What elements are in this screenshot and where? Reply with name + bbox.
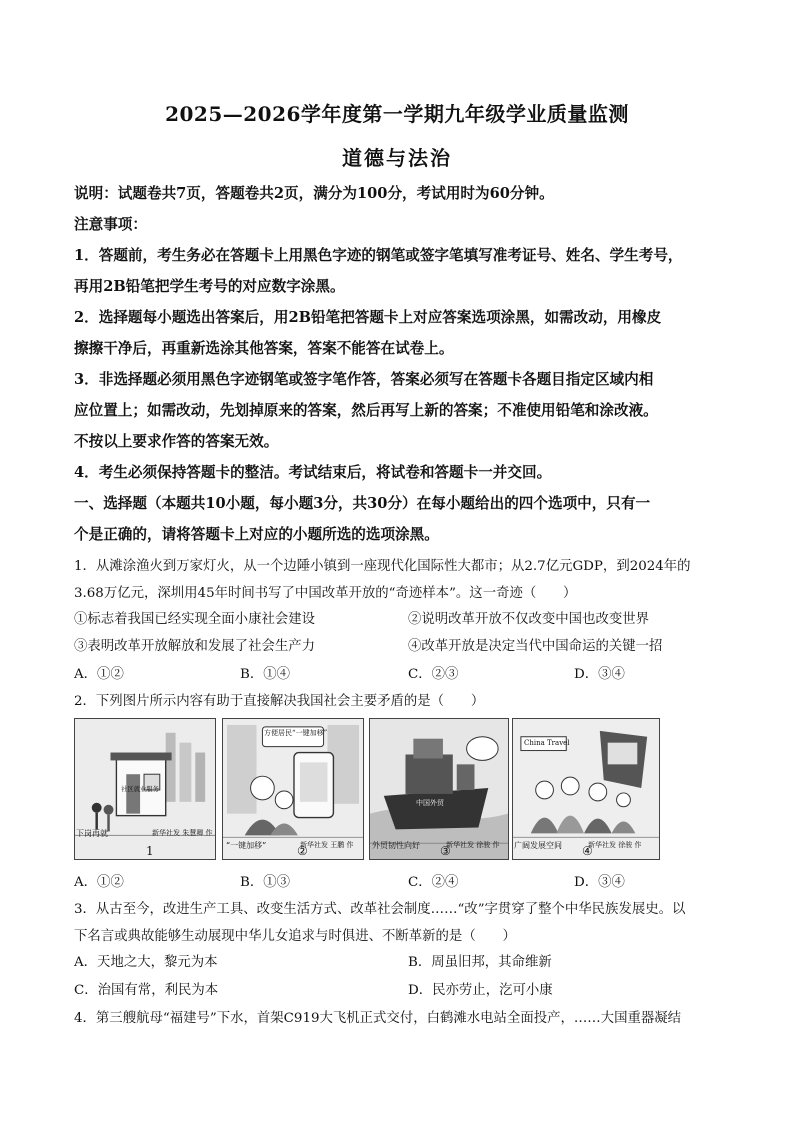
q2-picture-3-caption: 外贸韧性向好 bbox=[372, 841, 420, 850]
q2-stem: 2．下列图片所示内容有助于直接解决我国社会主要矛盾的是（ ） bbox=[74, 694, 485, 709]
q1-option-c[interactable]: C．②③ bbox=[408, 667, 459, 682]
notice-item: 不按以上要求作答的答案无效。 bbox=[74, 433, 279, 450]
q1-statement-4: ④改革开放是决定当代中国命运的关键一招 bbox=[408, 639, 663, 654]
q2-picture-4-number: ④ bbox=[582, 844, 593, 858]
q2-picture-4-sign: China Travel bbox=[524, 739, 570, 747]
q2-picture-1-sign: 社区就业服务 bbox=[121, 785, 159, 793]
notice-heading: 注意事项： bbox=[74, 216, 147, 233]
q2-picture-1-caption: 下岗再就 bbox=[76, 829, 108, 838]
q2-picture-1-credit: 新华社发 朱慧卿 作 bbox=[152, 829, 213, 837]
q1-option-a[interactable]: A．①② bbox=[74, 667, 124, 682]
notice-item: 3．非选择题必须用黑色字迹钢笔或签字笔作答，答案必须写在答题卡各题目指定区域内相 bbox=[74, 371, 654, 388]
q2-option-d[interactable]: D．③④ bbox=[574, 875, 625, 890]
subject-title: 道德与法治 bbox=[342, 146, 452, 170]
notice-item: 1．答题前，考生务必在答题卡上用黑色字迹的钢笔或签字笔填写准考证号、姓名、学生考号， bbox=[74, 247, 683, 264]
q3-option-c[interactable]: C．治国有常，利民为本 bbox=[74, 983, 219, 998]
q3-stem: 3．从古至今，改进生产工具、改变生活方式、改革社会制度……“改”字贯穿了整个中华民族发展史。以 bbox=[74, 902, 686, 917]
q1-stem-cont: 3.68万亿元，深圳用45年时间书写了中国改革开放的“奇迹样本”。这一奇迹（ ） bbox=[74, 586, 577, 601]
notice-item: 擦擦干净后，再重新选涂其他答案，答案不能答在试卷上。 bbox=[74, 340, 454, 357]
q2-picture-3-number: ③ bbox=[440, 844, 451, 858]
q2-picture-3-credit: 新华社发 徐骏 作 bbox=[446, 841, 500, 849]
q2-picture-4-credit: 新华社发 徐骏 作 bbox=[588, 841, 642, 849]
section-heading: 一、选择题（本题共10小题，每小题3分，共30分）在每小题给出的四个选项中，只有一 bbox=[74, 495, 651, 512]
q4-stem: 4．第三艘航母“福建号”下水，首架C919大飞机正式交付，白鹤滩水电站全面投产，……大国重器凝结 bbox=[74, 1011, 682, 1026]
q2-picture-2-credit: 新华社发 王鹏 作 bbox=[300, 841, 354, 849]
q3-option-b[interactable]: B．周虽旧邦，其命维新 bbox=[408, 955, 552, 970]
q3-option-d[interactable]: D．民亦劳止，汔可小康 bbox=[408, 983, 553, 998]
notice-item: 应位置上；如需改动，先划掉原来的答案，然后再写上新的答案；不准使用铅笔和涂改液。 bbox=[74, 402, 658, 419]
q2-picture-2 bbox=[222, 718, 364, 860]
notice-item: 4．考生必须保持答题卡的整洁。考试结束后，将试卷和答题卡一并交回。 bbox=[74, 464, 552, 481]
q2-picture-2-sign: 方便居民“一键加移” bbox=[264, 729, 328, 737]
q3-option-a[interactable]: A．天地之大，黎元为本 bbox=[74, 955, 218, 970]
section-heading-cont: 个是正确的，请将答题卡上对应的小题所选的选项涂黑。 bbox=[74, 526, 439, 543]
q3-stem-cont: 下名言或典故能够生动展现中华儿女追求与时俱进、不断革新的是（ ） bbox=[74, 929, 516, 944]
exam-title: 2025—2026学年度第一学期九年级学业质量监测 bbox=[165, 102, 629, 126]
q2-picture-1-number: 1 bbox=[146, 844, 154, 858]
q2-option-a[interactable]: A．①② bbox=[74, 875, 124, 890]
q2-picture-3 bbox=[369, 718, 509, 860]
q1-statement-1: ①标志着我国已经实现全面小康社会建设 bbox=[74, 612, 316, 627]
instructions-intro: 说明：试题卷共7页，答题卷共2页，满分为100分，考试用时为60分钟。 bbox=[74, 185, 554, 202]
q1-stem: 1．从滩涂渔火到万家灯火，从一个边陲小镇到一座现代化国际性大都市；从2.7亿元GDP，到2024年的 bbox=[74, 559, 691, 574]
q1-option-d[interactable]: D．③④ bbox=[574, 667, 625, 682]
q2-option-c[interactable]: C．②④ bbox=[408, 875, 459, 890]
notice-item: 2．选择题每小题选出答案后，用2B铅笔把答题卡上对应答案选项涂黑，如需改动，用橡皮 bbox=[74, 309, 662, 326]
q1-option-b[interactable]: B．①④ bbox=[240, 667, 291, 682]
q2-picture-2-number: ② bbox=[297, 844, 308, 858]
q2-option-b[interactable]: B．①③ bbox=[240, 875, 291, 890]
q2-picture-2-caption: “一键加移” bbox=[226, 841, 267, 850]
q2-picture-4-caption: 广阔发展空间 bbox=[514, 841, 562, 850]
q1-statement-3: ③表明改革开放解放和发展了社会生产力 bbox=[74, 639, 316, 654]
notice-item: 再用2B铅笔把学生考号的对应数字涂黑。 bbox=[74, 278, 345, 295]
q2-picture-3-sign: 中国外贸 bbox=[416, 799, 444, 807]
q1-statement-2: ②说明改革开放不仅改变中国也改变世界 bbox=[408, 612, 650, 627]
